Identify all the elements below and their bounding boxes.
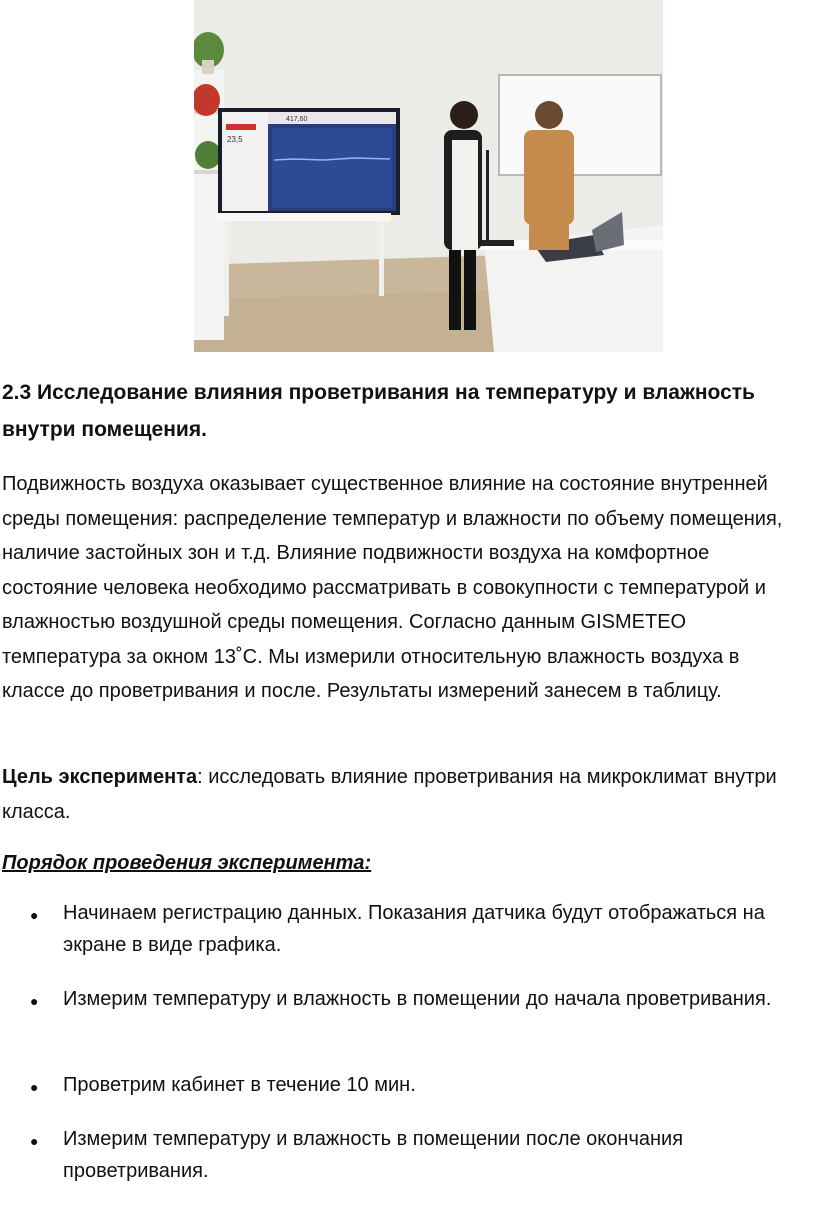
bullet-dot-icon: ● <box>30 1079 39 1095</box>
step-text: Начинаем регистрацию данных. Показания датчика будут отображаться на экране в виде графика. <box>63 902 765 956</box>
section-heading: 2.3 Исследование влияния проветривания на температуру и влажность внутри помещения. <box>2 381 755 441</box>
classroom-photo-illustration <box>194 0 663 352</box>
goal-label: Цель эксперимента <box>2 766 198 788</box>
goal-paragraph <box>2 760 807 829</box>
bullet-dot-icon: ● <box>30 1133 39 1149</box>
goal-text: : исследовать влияние проветривания на микроклимат внутри класса. <box>2 766 777 823</box>
bullet-dot-icon: ● <box>30 907 39 923</box>
procedure-heading: Порядок проведения эксперимента: <box>2 852 372 874</box>
intro-paragraph: Подвижность воздуха оказывает существенное влияние на состояние внутренней среды помещения: распределение температур и влажности по объему помещения, наличие застойных зон и т.д. Влияние подвижности воздуха на комфортное состояние человека необходимо рассматривать в совокупности с температурой и влажностью воздушной среды помещения. Согласно данным GISMETEO температура за окном 13˚С. Мы измерили относительную влажность воздуха в классе до проветривания и после. Результаты измерений занесем в таблицу. <box>2 473 783 702</box>
classroom-photo <box>194 0 663 352</box>
bullet-dot-icon: ● <box>30 993 39 1009</box>
step-text: Проветрим кабинет в течение 10 мин. <box>63 1074 416 1096</box>
screen-value: 417,60 <box>286 116 308 123</box>
screen-reading: 23,5 <box>227 135 243 144</box>
step-text: Измерим температуру и влажность в помещении до начала проветривания. <box>63 988 772 1010</box>
step-text: Измерим температуру и влажность в помещении после окончания проветривания. <box>63 1128 684 1182</box>
